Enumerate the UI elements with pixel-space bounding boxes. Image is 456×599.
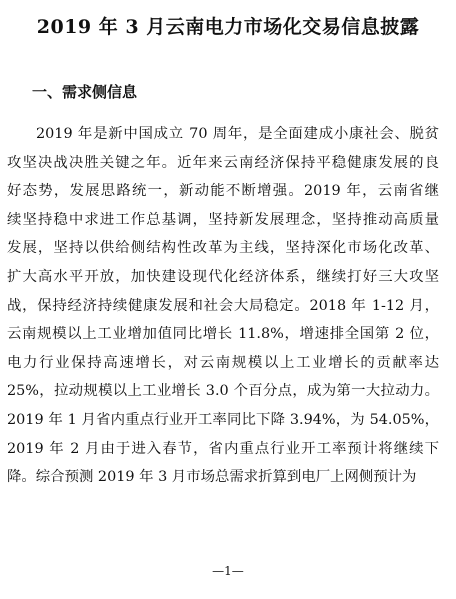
page-number: —1—	[212, 564, 244, 578]
paragraph-line: 云南规模以上工业增加值同比增长 11.8%，增速排全国第 2 位，	[7, 326, 439, 343]
paragraph-line: 2019 年是新中国成立 70 周年，是全面建成小康社会、脱贫	[36, 126, 439, 142]
paragraph-line: 扩大高水平开放，加快建设现代化经济体系，继续打好三大攻坚	[7, 268, 439, 285]
paragraph-line: 25%，拉动规模以上工业增长 3.0 个百分点，成为第一大拉动力。	[7, 383, 439, 400]
paragraph-line: 2019 年 2 月由于进入春节，省内重点行业开工率预计将继续下	[7, 440, 439, 457]
paragraph-line: 电力行业保持高速增长，对云南规模以上工业增长的贡献率达	[7, 354, 439, 371]
paragraph-line: 战，保持经济持续健康发展和社会大局稳定。2018 年 1-12 月，	[7, 297, 439, 314]
paragraph-line: 2019 年 1 月省内重点行业开工率同比下降 3.94%，为 54.05%，	[7, 411, 439, 428]
section-heading: 一、需求侧信息	[32, 83, 138, 101]
paragraph-line: 降。综合预测 2019 年 3 月市场总需求折算到电厂上网侧预计为	[7, 469, 417, 486]
document-title: 2019 年 3 月云南电力市场化交易信息披露	[36, 16, 420, 38]
body-paragraph	[7, 120, 439, 492]
paragraph-line: 好态势，发展思路统一，新动能不断增强。2019 年，云南省继	[7, 183, 439, 200]
paragraph-line: 续坚持稳中求进工作总基调，坚持新发展理念，坚持推动高质量	[7, 211, 439, 228]
paragraph-line: 攻坚决战决胜关键之年。近年来云南经济保持平稳健康发展的良	[7, 154, 439, 171]
paragraph-line: 发展，坚持以供给侧结构性改革为主线，坚持深化市场化改革、	[7, 240, 439, 257]
